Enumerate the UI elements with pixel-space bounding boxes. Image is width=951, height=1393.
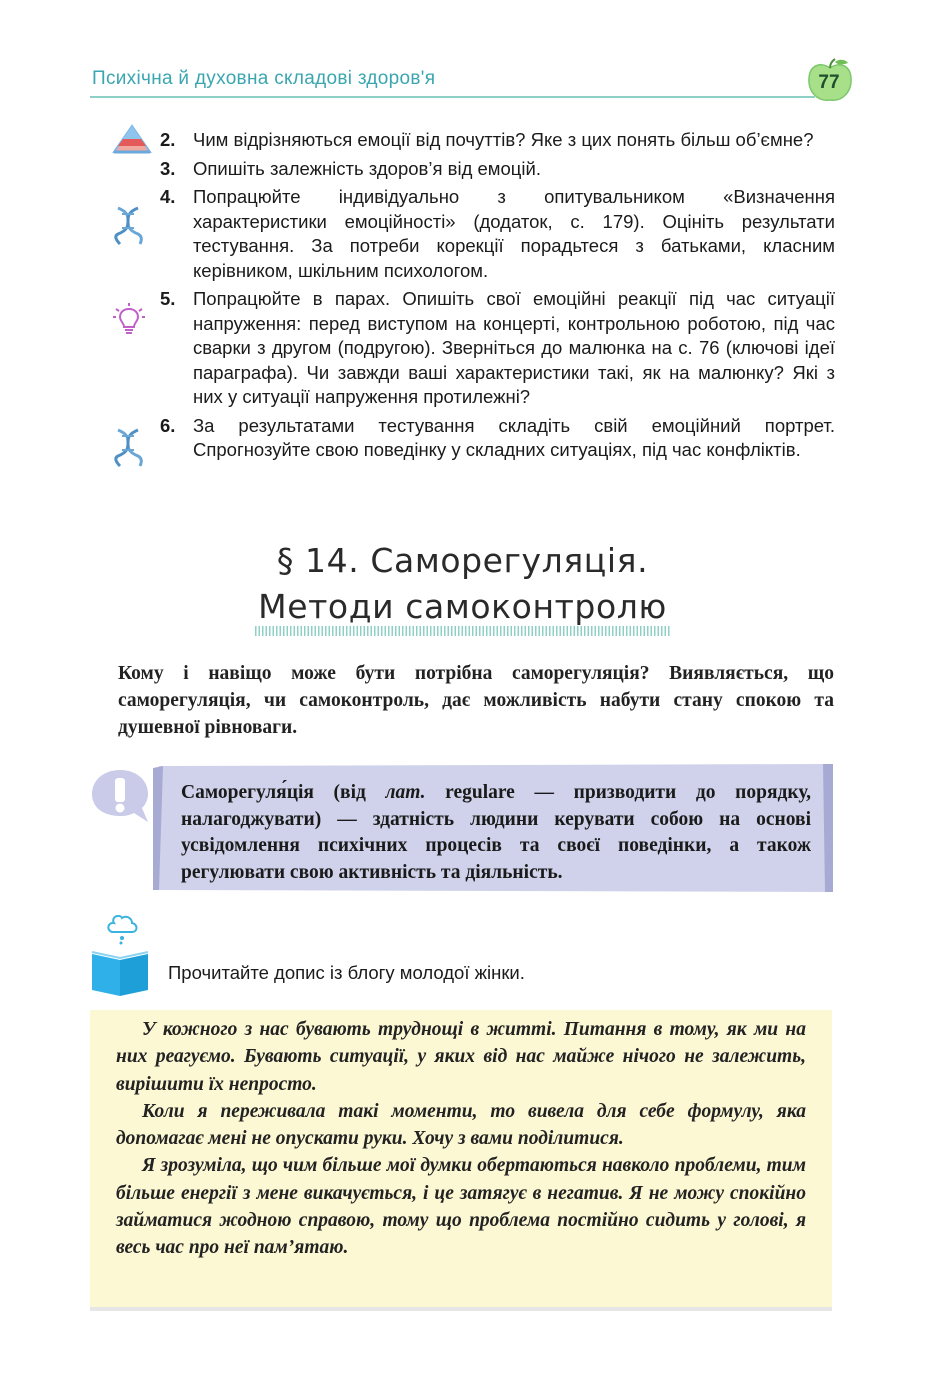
question-text: Чим відрізняються емоції від почуттів? Яке з цих понять більш об’ємне? (193, 129, 814, 150)
question-number: 6. (160, 414, 176, 436)
blog-paragraph: У кожного з нас бувають труднощі в житті. Питання в тому, як ми на них реагуємо. Бувають ситуації, у яких від нас майже нічого не залежить, вирішити їх непросто. (116, 1019, 806, 1095)
book-icon (88, 912, 154, 998)
question-item (160, 157, 835, 182)
blog-excerpt-box (90, 1010, 832, 1307)
definition-term: Саморегуля́ція (181, 782, 314, 803)
dna-icon (112, 206, 148, 246)
question-text: Опишіть залежність здоров’я від емоцій. (193, 157, 541, 179)
intro-text: Кому і навіщо може бути потрібна саморегуляція? Виявляється, що саморегуляція, чи самоконтроль, дає можливість набути стану спокою та душевної рівноваги. (118, 663, 834, 738)
question-list (160, 128, 835, 467)
question-item (160, 287, 835, 410)
blog-paragraph: Коли я переживала такі моменти, то вивела для себе формулу, яка допомагає мені не опускати руки. Хочу з вами поділитися. (116, 1100, 806, 1150)
dna-icon (112, 428, 148, 468)
question-text: Попрацюйте індивідуально з опитувальником «Визначення характеристики емоційності» (додаток, с. 179). Оцініть результати тестування. За потреби корекції порадьтеся з батьками, класним керівником, шкільним психологом. (193, 186, 835, 281)
title-underline (255, 626, 670, 636)
question-text: Попрацюйте в парах. Опишіть свої емоційні реакції під час ситуації напруження: перед виступом на концерті, контрольною роботою, під час сварки з другом (подругою). Зверніться до малюнка на с. 76 (ключові ідеї параграфа). Чи завжди ваші характеристики такі, як на малюнку? Які з них у ситуації напруження протилежні? (193, 288, 835, 407)
definition-body: regulare — призводити до порядку, налагоджувати) — здатність людини керувати собою на основі усвідомлення психічних процесів та своєї поведінки, а також регулювати свою активність та діяльність. (181, 782, 811, 883)
reading-prompt: Прочитайте допис із блогу молодої жінки. (168, 962, 525, 983)
question-number: 5. (160, 288, 176, 309)
section-title-line1: § 14. Саморегуляція. (276, 541, 649, 580)
exclamation-icon (90, 768, 154, 826)
question-item (160, 185, 835, 283)
section-title (90, 538, 835, 630)
lightbulb-icon (112, 302, 146, 336)
question-number: 2. (160, 129, 176, 150)
running-header: Психічна й духовна складові здоров'я (92, 68, 436, 89)
definition-lang: лат. (385, 782, 426, 803)
blog-paragraph: Я зрозуміла, що чим більше мої думки обертаються навколо проблеми, тим більше енергії з мене викачується, і це затягує в негатив. Я не можу спокійно займатися жодною справою, тому що проблема постійно сидить у голові, я весь час про неї пам’ятаю. (116, 1155, 806, 1259)
question-item (160, 128, 835, 153)
pyramid-icon (110, 124, 154, 158)
blog-text (116, 1016, 806, 1262)
definition-box (153, 764, 833, 892)
intro-paragraph (118, 660, 834, 741)
page-number-badge (806, 58, 856, 104)
page-number: 77 (818, 72, 840, 93)
question-item (160, 414, 835, 463)
question-text: За результатами тестування складіть свій емоційний портрет. Спрогнозуйте свою поведінку у складних ситуаціях, під час конфліктів. (193, 414, 835, 460)
definition-text (181, 780, 811, 886)
section-title-line2: Методи самоконтролю (258, 587, 667, 626)
header-divider (90, 96, 815, 98)
definition-open: (від (313, 782, 386, 803)
question-number: 4. (160, 186, 176, 207)
question-number: 3. (160, 157, 176, 179)
